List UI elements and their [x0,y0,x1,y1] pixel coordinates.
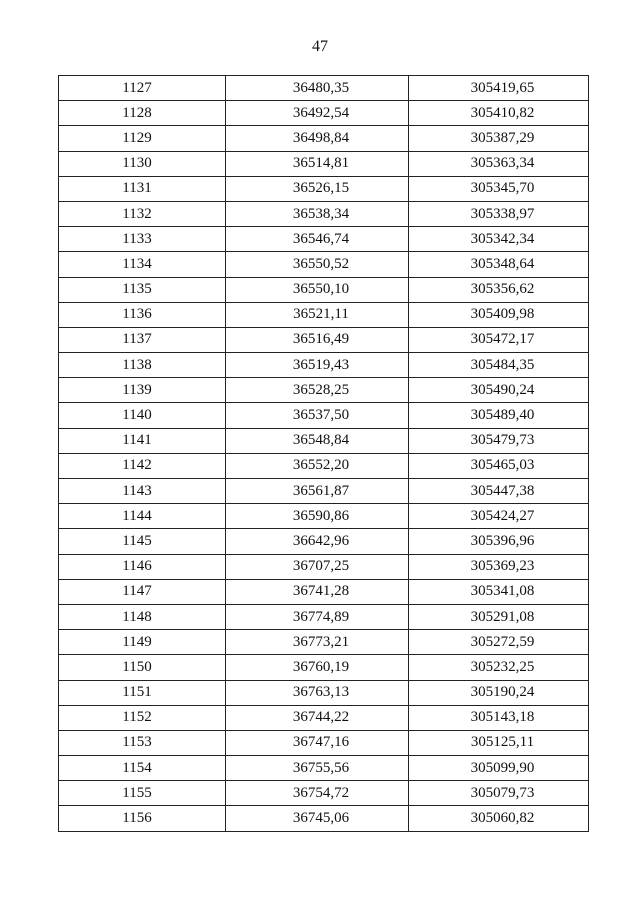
table-row [59,201,589,226]
table-row [59,176,589,201]
x-coordinate-cell: 36514,81 [226,151,409,176]
y-coordinate-cell: 305465,03 [409,453,589,478]
point-number-cell: 1144 [59,504,226,529]
y-coordinate-cell: 305484,35 [409,353,589,378]
table-row [59,705,589,730]
x-coordinate-cell: 36492,54 [226,101,409,126]
table-row [59,781,589,806]
point-number-cell: 1147 [59,579,226,604]
table-row [59,655,589,680]
point-number-cell: 1128 [59,101,226,126]
y-coordinate-cell: 305396,96 [409,529,589,554]
y-coordinate-cell: 305447,38 [409,479,589,504]
y-coordinate-cell: 305472,17 [409,327,589,352]
table-row [59,101,589,126]
y-coordinate-cell: 305345,70 [409,176,589,201]
x-coordinate-cell: 36498,84 [226,126,409,151]
table-row [59,151,589,176]
point-number-cell: 1149 [59,630,226,655]
y-coordinate-cell: 305387,29 [409,126,589,151]
x-coordinate-cell: 36754,72 [226,781,409,806]
y-coordinate-cell: 305369,23 [409,554,589,579]
x-coordinate-cell: 36480,35 [226,76,409,101]
table-row [59,579,589,604]
x-coordinate-cell: 36546,74 [226,227,409,252]
point-number-cell: 1153 [59,730,226,755]
y-coordinate-cell: 305341,08 [409,579,589,604]
point-number-cell: 1132 [59,201,226,226]
x-coordinate-cell: 36745,06 [226,806,409,831]
point-number-cell: 1143 [59,479,226,504]
y-coordinate-cell: 305348,64 [409,252,589,277]
table-row [59,403,589,428]
table-row [59,428,589,453]
point-number-cell: 1129 [59,126,226,151]
x-coordinate-cell: 36707,25 [226,554,409,579]
table-row [59,378,589,403]
table-row [59,302,589,327]
point-number-cell: 1138 [59,353,226,378]
point-number-cell: 1135 [59,277,226,302]
table-row [59,227,589,252]
y-coordinate-cell: 305338,97 [409,201,589,226]
table-row [59,554,589,579]
point-number-cell: 1152 [59,705,226,730]
table-row [59,680,589,705]
y-coordinate-cell: 305272,59 [409,630,589,655]
x-coordinate-cell: 36590,86 [226,504,409,529]
point-number-cell: 1141 [59,428,226,453]
y-coordinate-cell: 305060,82 [409,806,589,831]
table-row [59,327,589,352]
y-coordinate-cell: 305232,25 [409,655,589,680]
point-number-cell: 1140 [59,403,226,428]
point-number-cell: 1130 [59,151,226,176]
y-coordinate-cell: 305419,65 [409,76,589,101]
point-number-cell: 1155 [59,781,226,806]
point-number-cell: 1148 [59,604,226,629]
y-coordinate-cell: 305490,24 [409,378,589,403]
x-coordinate-cell: 36774,89 [226,604,409,629]
x-coordinate-cell: 36760,19 [226,655,409,680]
x-coordinate-cell: 36516,49 [226,327,409,352]
y-coordinate-cell: 305291,08 [409,604,589,629]
point-number-cell: 1139 [59,378,226,403]
coordinates-table [58,75,589,832]
point-number-cell: 1150 [59,655,226,680]
x-coordinate-cell: 36642,96 [226,529,409,554]
y-coordinate-cell: 305342,34 [409,227,589,252]
x-coordinate-cell: 36521,11 [226,302,409,327]
point-number-cell: 1145 [59,529,226,554]
x-coordinate-cell: 36773,21 [226,630,409,655]
table-row [59,479,589,504]
table-row [59,76,589,101]
table-row [59,453,589,478]
point-number-cell: 1154 [59,756,226,781]
y-coordinate-cell: 305424,27 [409,504,589,529]
point-number-cell: 1136 [59,302,226,327]
x-coordinate-cell: 36538,34 [226,201,409,226]
table-row [59,353,589,378]
point-number-cell: 1146 [59,554,226,579]
point-number-cell: 1133 [59,227,226,252]
y-coordinate-cell: 305143,18 [409,705,589,730]
y-coordinate-cell: 305489,40 [409,403,589,428]
y-coordinate-cell: 305409,98 [409,302,589,327]
point-number-cell: 1131 [59,176,226,201]
point-number-cell: 1134 [59,252,226,277]
y-coordinate-cell: 305190,24 [409,680,589,705]
table-row [59,504,589,529]
point-number-cell: 1151 [59,680,226,705]
table-row [59,630,589,655]
table-row [59,529,589,554]
y-coordinate-cell: 305125,11 [409,730,589,755]
table-row [59,756,589,781]
x-coordinate-cell: 36747,16 [226,730,409,755]
y-coordinate-cell: 305099,90 [409,756,589,781]
coordinates-table-body [59,76,589,832]
x-coordinate-cell: 36755,56 [226,756,409,781]
page-number: 47 [312,38,328,55]
point-number-cell: 1137 [59,327,226,352]
point-number-cell: 1127 [59,76,226,101]
table-row [59,252,589,277]
x-coordinate-cell: 36763,13 [226,680,409,705]
table-row [59,730,589,755]
x-coordinate-cell: 36526,15 [226,176,409,201]
y-coordinate-cell: 305363,34 [409,151,589,176]
table-row [59,604,589,629]
x-coordinate-cell: 36519,43 [226,353,409,378]
x-coordinate-cell: 36528,25 [226,378,409,403]
table-row [59,277,589,302]
y-coordinate-cell: 305356,62 [409,277,589,302]
x-coordinate-cell: 36741,28 [226,579,409,604]
point-number-cell: 1156 [59,806,226,831]
y-coordinate-cell: 305479,73 [409,428,589,453]
y-coordinate-cell: 305410,82 [409,101,589,126]
x-coordinate-cell: 36550,10 [226,277,409,302]
x-coordinate-cell: 36548,84 [226,428,409,453]
x-coordinate-cell: 36550,52 [226,252,409,277]
point-number-cell: 1142 [59,453,226,478]
x-coordinate-cell: 36552,20 [226,453,409,478]
x-coordinate-cell: 36744,22 [226,705,409,730]
table-row [59,806,589,831]
table-row [59,126,589,151]
x-coordinate-cell: 36537,50 [226,403,409,428]
y-coordinate-cell: 305079,73 [409,781,589,806]
x-coordinate-cell: 36561,87 [226,479,409,504]
